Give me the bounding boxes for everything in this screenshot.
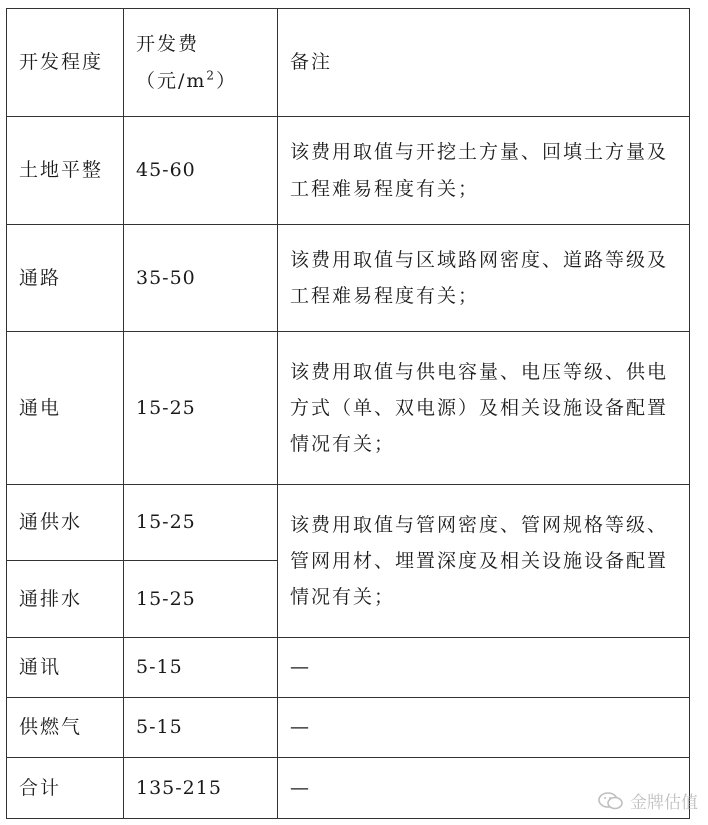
row-name: 合计 <box>7 758 124 819</box>
row-fee: 35-50 <box>124 225 278 332</box>
table-row <box>7 758 690 819</box>
row-name: 通供水 <box>7 485 124 561</box>
watermark <box>598 788 698 813</box>
row-fee: 15-25 <box>124 561 278 638</box>
row-name: 供燃气 <box>7 698 124 758</box>
row-name: 通讯 <box>7 638 124 698</box>
development-cost-table <box>6 8 690 819</box>
row-fee: 5-15 <box>124 638 278 698</box>
header-remarks: 备注 <box>278 9 690 117</box>
row-fee: 5-15 <box>124 698 278 758</box>
header-development-fee: 开发费（元$/m^2$） <box>124 9 278 117</box>
table-row <box>7 117 690 225</box>
row-name: 土地平整 <box>7 117 124 225</box>
row-name: 通电 <box>7 332 124 485</box>
row-note: — <box>278 758 690 819</box>
table-row <box>7 638 690 698</box>
row-note: 该费用取值与开挖土方量、回填土方量及工程难易程度有关； <box>278 117 690 225</box>
table-header-row <box>7 9 690 117</box>
row-fee: 15-25 <box>124 485 278 561</box>
row-fee: 45-60 <box>124 117 278 225</box>
row-name: 通路 <box>7 225 124 332</box>
table-row <box>7 485 690 561</box>
watermark-text: 金牌估值 <box>630 793 698 813</box>
row-note: 该费用取值与供电容量、电压等级、供电方式（单、双电源）及相关设施设备配置情况有关； <box>278 332 690 485</box>
row-note: — <box>278 638 690 698</box>
table-row <box>7 332 690 485</box>
wechat-icon <box>598 792 624 810</box>
row-name: 通排水 <box>7 561 124 638</box>
row-note: 该费用取值与区域路网密度、道路等级及工程难易程度有关； <box>278 225 690 332</box>
table-row <box>7 225 690 332</box>
header-development-level: 开发程度 <box>7 9 124 117</box>
row-note: — <box>278 698 690 758</box>
table-row <box>7 698 690 758</box>
row-note: 该费用取值与管网密度、管网规格等级、管网用材、埋置深度及相关设施设备配置情况有关； <box>278 485 690 638</box>
row-fee: 15-25 <box>124 332 278 485</box>
row-fee: 135-215 <box>124 758 278 819</box>
